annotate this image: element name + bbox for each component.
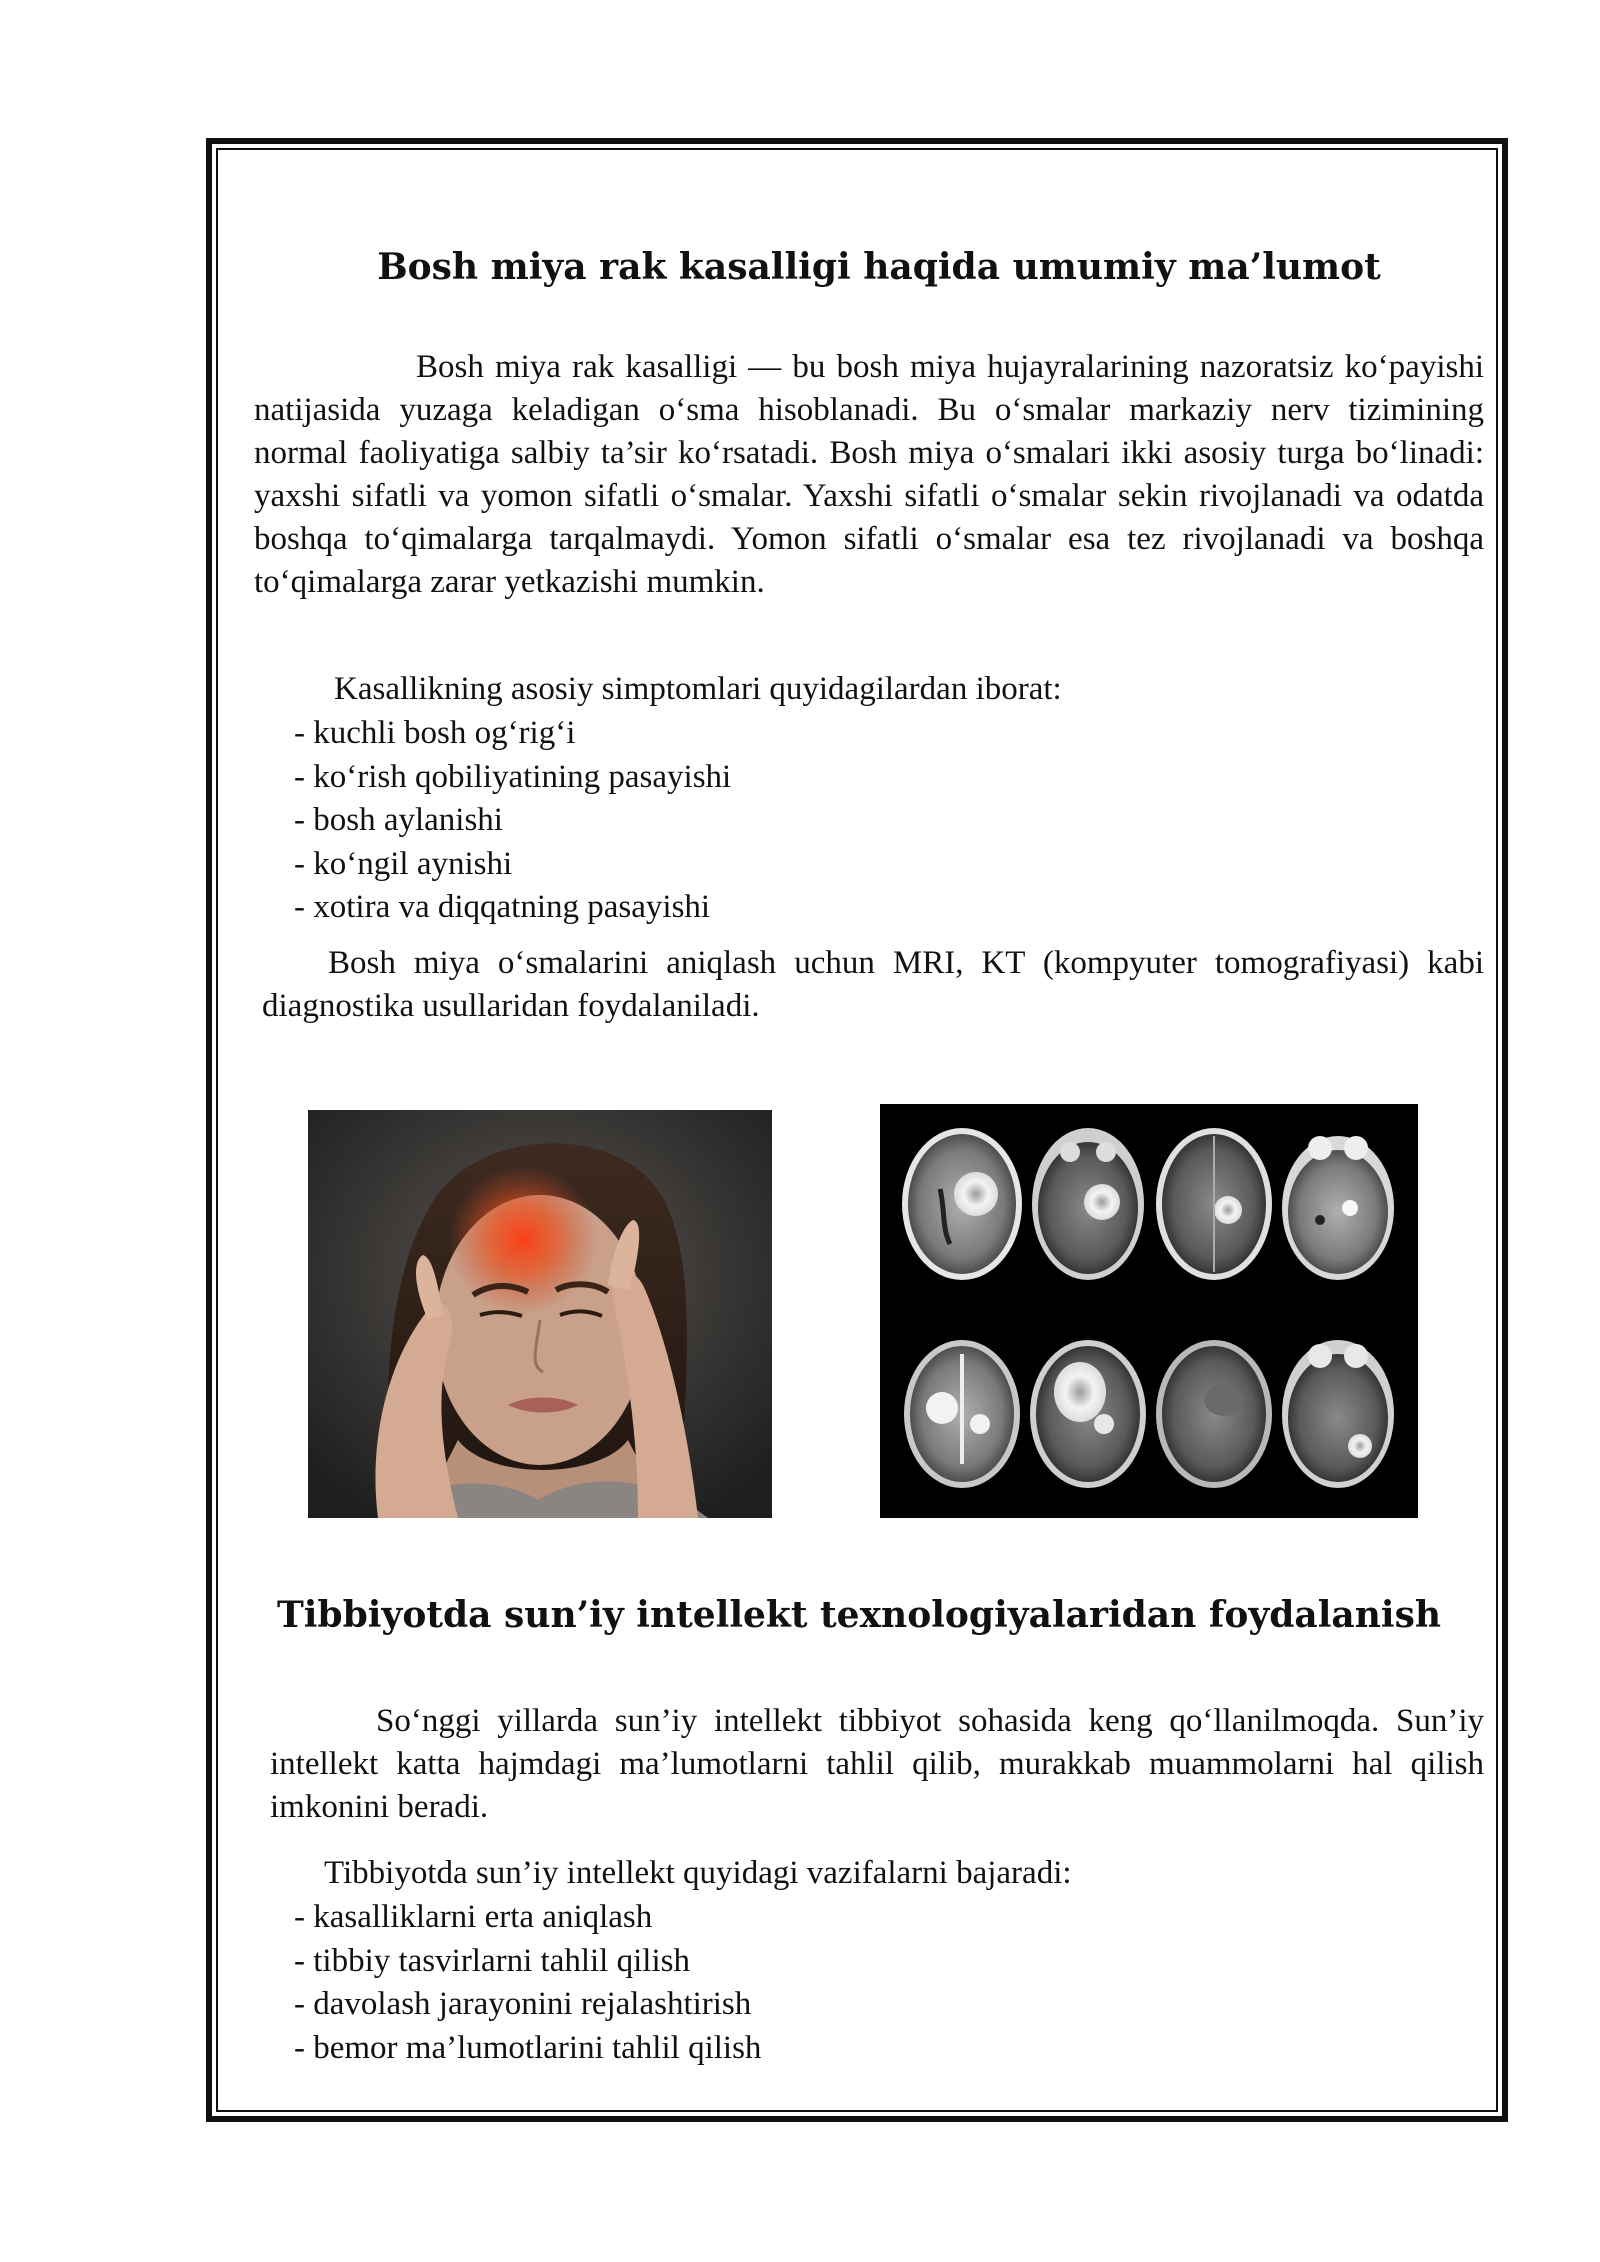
list-item: - bosh aylanishi [294, 802, 503, 838]
mri-scan-7 [1156, 1340, 1272, 1488]
woman-headache-illustration [308, 1110, 772, 1518]
woman-headache-photo [308, 1110, 772, 1518]
list-item: - davolash jarayonini rejalashtirish [294, 1986, 752, 2022]
tasks-lead-paragraph: Tibbiyotda sun’iy intellekt quyidagi vazifalarni bajaradi: [324, 1855, 1072, 1891]
section-2-title: Tibbiyotda sun’iy intellekt texnologiyalaridan foydalanish [276, 1594, 1442, 1636]
mri-scans-illustration [880, 1104, 1418, 1518]
list-item: - ko‘ngil aynishi [294, 845, 513, 882]
brain-mri-scans-grid [880, 1104, 1418, 1518]
mri-scan-8 [1282, 1340, 1394, 1488]
ai-tasks-list [294, 1896, 761, 2070]
section-1-title: Bosh miya rak kasalligi haqida umumiy ma’lumot [377, 246, 1381, 288]
list-item: - kuchli bosh og‘rig‘i [294, 715, 576, 751]
mri-scan-6 [1030, 1340, 1146, 1488]
list-item: - tibbiy tasvirlarni tahlil qilish [294, 1942, 690, 1979]
list-item: - bemor ma’lumotlarini tahlil qilish [294, 2029, 762, 2066]
diagnostics-paragraph: Bosh miya o‘smalarini aniqlash uchun MRI, KT (kompyuter tomografiyasi) kabi diagnostika usullaridan foydalaniladi. [262, 945, 1484, 1024]
mri-scan-2 [1032, 1128, 1144, 1280]
mri-scan-1 [902, 1128, 1022, 1280]
mri-scan-5 [904, 1340, 1020, 1488]
symptoms-list [294, 712, 731, 930]
list-item: - xotira va diqqatning pasayishi [294, 889, 711, 925]
section-1-intro-paragraph: Bosh miya rak kasalligi — bu bosh miya hujayralarining nazoratsiz ko‘payishi natijasida yuzaga keladigan o‘sma hisoblanadi. Bu o‘smalar markaziy nerv tizimining normal faoliyatiga salbiy ta’sir ko‘rsatadi. Bosh miya o‘smalari ikki asosiy turga bo‘linadi: yaxshi sifatli va yomon sifatli o‘smalar. Yaxshi sifatli o‘smalar sekin rivojlanadi va odatda boshqa to‘qimalarga tarqalmaydi. Yomon sifatli o‘smalar esa tez rivojlanadi va boshqa to‘qimalarga zarar yetkazishi mumkin. [254, 349, 1484, 600]
list-item: - ko‘rish qobiliyatining pasayishi [294, 758, 732, 795]
section-2-intro-paragraph: So‘nggi yillarda sun’iy intellekt tibbiyot sohasida keng qo‘llanilmoqda. Sun’iy intellekt katta hajmdagi ma’lumotlarni tahlil qilib, murakkab muammolarni hal qilish imkonini beradi. [270, 1703, 1484, 1825]
mri-scan-3 [1156, 1128, 1272, 1280]
mri-scan-4 [1282, 1136, 1394, 1280]
list-item: - kasalliklarni erta aniqlash [294, 1899, 653, 1935]
symptoms-lead-paragraph: Kasallikning asosiy simptomlari quyidagilardan iborat: [334, 671, 1062, 707]
